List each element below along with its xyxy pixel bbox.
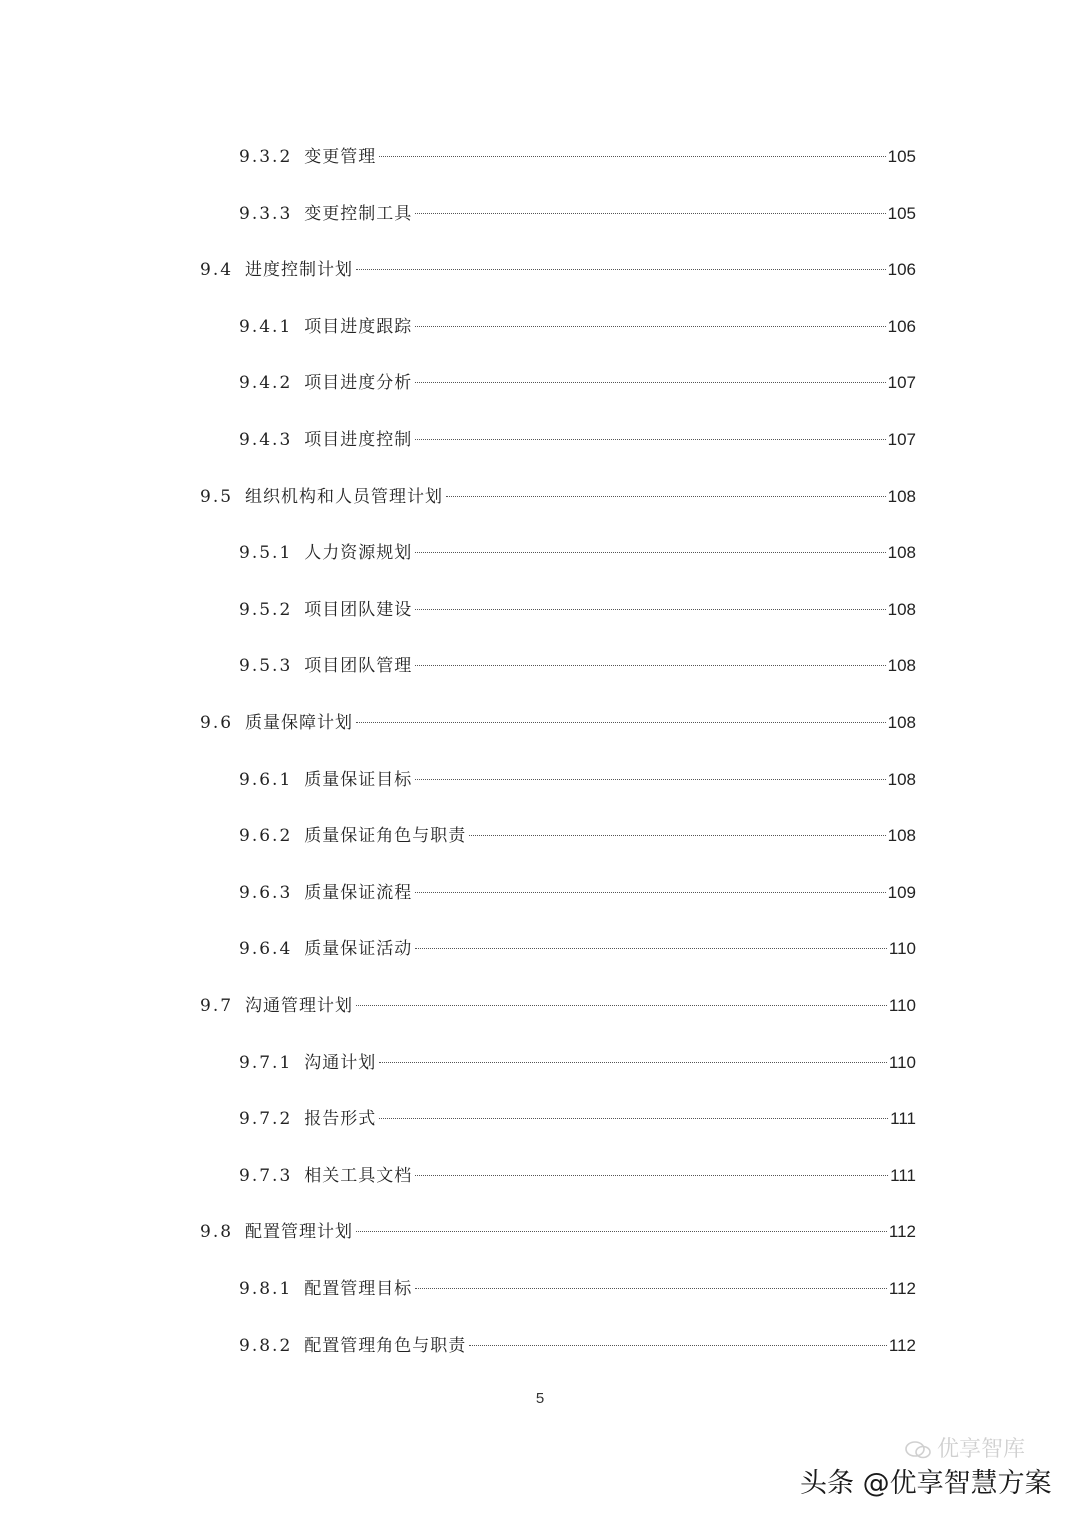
watermark [800, 1455, 1052, 1505]
page-number: 5 [535, 1390, 545, 1407]
toc-entry-page: 110 [888, 939, 916, 959]
toc-entry-number: 9.7.2 [239, 1109, 293, 1130]
toc-entry-number: 9.4 [200, 260, 234, 281]
toc-entry-title: 组织机构和人员管理计划 [245, 486, 444, 507]
toc-entry[interactable] [239, 934, 916, 964]
toc-entry-page: 107 [887, 373, 916, 393]
dot-leader [415, 665, 885, 666]
dot-leader [415, 439, 885, 440]
toc-entry-page: 108 [887, 543, 916, 563]
dot-leader [415, 779, 885, 780]
dot-leader [415, 948, 887, 949]
watermark-text: 头条 @优享智慧方案 [800, 1467, 1052, 1499]
toc-entry[interactable] [200, 255, 916, 285]
toc-entry-title: 配置管理计划 [245, 1222, 354, 1243]
toc-entry[interactable] [239, 651, 916, 681]
toc-entry-page: 107 [887, 430, 916, 449]
dot-leader [415, 552, 885, 553]
toc-entry-title: 变更控制工具 [304, 203, 413, 224]
toc-entry-page: 112 [888, 1335, 916, 1355]
toc-entry-title: 质量保证角色与职责 [304, 826, 467, 847]
toc-entry-number: 9.8 [200, 1222, 234, 1243]
toc-entry-page: 105 [887, 147, 916, 166]
toc-entry-title: 项目进度控制 [304, 430, 413, 450]
toc-entry-title: 质量保证目标 [304, 769, 413, 790]
toc-entry-title: 沟通管理计划 [245, 996, 354, 1016]
watermark-ghost-text: 优享智库 [937, 1437, 1026, 1462]
toc-entry-number: 9.4.3 [239, 430, 293, 450]
toc-entry-page: 108 [887, 826, 916, 846]
toc-entry[interactable] [239, 1274, 916, 1304]
toc-entry-title: 人力资源规划 [304, 543, 413, 564]
dot-leader [415, 1175, 888, 1176]
dot-leader [415, 213, 885, 214]
toc-entry-title: 项目团队管理 [304, 656, 413, 677]
dot-leader [446, 496, 886, 497]
toc-entry-page: 109 [887, 882, 916, 902]
toc-entry-title: 配置管理角色与职责 [304, 1335, 467, 1356]
toc-entry-page: 106 [887, 316, 916, 336]
toc-entry[interactable] [239, 1104, 916, 1134]
toc-entry-number: 9.7 [200, 996, 234, 1016]
toc-entry[interactable] [239, 878, 916, 908]
toc-entry-title: 质量保证流程 [304, 882, 413, 903]
toc-entry[interactable] [239, 368, 916, 398]
toc-entry-page: 108 [887, 656, 916, 676]
dot-leader [356, 269, 886, 270]
toc-entry-title: 报告形式 [304, 1109, 377, 1130]
toc-entry-page: 108 [887, 769, 916, 789]
dot-leader [469, 1345, 887, 1346]
toc-entry-title: 配置管理目标 [304, 1279, 413, 1299]
toc-entry-number: 9.7.3 [239, 1165, 293, 1186]
toc-entry-title: 质量保证活动 [304, 939, 413, 960]
dot-leader [356, 722, 886, 723]
toc-entry-number: 9.8.2 [239, 1335, 293, 1356]
toc-entry-page: 112 [888, 1279, 916, 1298]
toc-entry[interactable] [239, 1331, 916, 1361]
toc-entry-number: 9.4.1 [239, 316, 293, 337]
dot-leader [356, 1231, 887, 1232]
dot-leader [415, 382, 885, 383]
toc-entry-title: 项目进度分析 [304, 373, 413, 394]
toc-entry-number: 9.3.3 [239, 203, 293, 224]
toc-entry-number: 9.7.1 [239, 1052, 293, 1073]
dot-leader [379, 1062, 887, 1063]
toc-entry-page: 106 [887, 260, 916, 280]
toc-entry-number: 9.5.1 [239, 543, 293, 564]
toc-entry-page: 111 [890, 1109, 916, 1129]
toc-entry[interactable] [239, 1048, 916, 1078]
toc-entry-number: 9.5.2 [239, 599, 293, 620]
toc-entry-number: 9.6.3 [239, 882, 293, 903]
toc-entry[interactable] [200, 708, 916, 738]
toc-entry-page: 108 [887, 713, 916, 732]
toc-entry-page: 112 [888, 1222, 916, 1242]
toc-entry-number: 9.8.1 [239, 1279, 293, 1299]
toc-entry-page: 111 [890, 1165, 916, 1185]
toc-entry-number: 9.5.3 [239, 656, 293, 677]
toc-entry-number: 9.6.1 [239, 769, 293, 790]
toc-entry-page: 110 [888, 1052, 916, 1072]
toc-entry-number: 9.6.2 [239, 826, 293, 847]
toc-entry-title: 质量保障计划 [245, 713, 354, 733]
toc-entry-page: 110 [888, 996, 916, 1015]
toc-entry[interactable] [239, 1161, 916, 1191]
dot-leader [356, 1005, 887, 1006]
toc-entry[interactable] [239, 538, 916, 568]
dot-leader [379, 1118, 888, 1119]
toc-entry[interactable] [200, 1217, 916, 1247]
toc-entry-title: 沟通计划 [304, 1052, 377, 1073]
dot-leader [469, 835, 885, 836]
dot-leader [415, 892, 885, 893]
toc-entry-number: 9.5 [200, 486, 234, 507]
toc-entry-title: 进度控制计划 [245, 260, 354, 281]
toc-entry[interactable] [239, 142, 916, 172]
toc-entry[interactable] [239, 199, 916, 229]
toc-entry-page: 105 [887, 203, 916, 223]
toc-entry-number: 9.4.2 [239, 373, 293, 394]
toc-entry-title: 变更管理 [304, 147, 377, 167]
toc-entry-title: 项目进度跟踪 [304, 316, 413, 337]
toc-entry-page: 108 [887, 486, 916, 506]
toc-entry-number: 9.3.2 [239, 147, 293, 167]
toc-entry[interactable] [239, 595, 916, 625]
dot-leader [415, 326, 885, 327]
dot-leader [415, 1288, 887, 1289]
toc-entry-page: 108 [887, 599, 916, 619]
toc-entry-number: 9.6.4 [239, 939, 293, 960]
toc-entry-number: 9.6 [200, 713, 234, 733]
dot-leader [379, 156, 885, 157]
toc-entry[interactable] [239, 765, 916, 795]
dot-leader [415, 609, 885, 610]
toc-entry[interactable] [200, 991, 916, 1021]
toc-entry[interactable] [200, 482, 916, 512]
toc-entry-title: 项目团队建设 [304, 599, 413, 620]
toc-entry[interactable] [239, 312, 916, 342]
toc-entry-title: 相关工具文档 [304, 1165, 413, 1186]
toc-entry[interactable] [239, 821, 916, 851]
toc-entry[interactable] [239, 425, 916, 455]
